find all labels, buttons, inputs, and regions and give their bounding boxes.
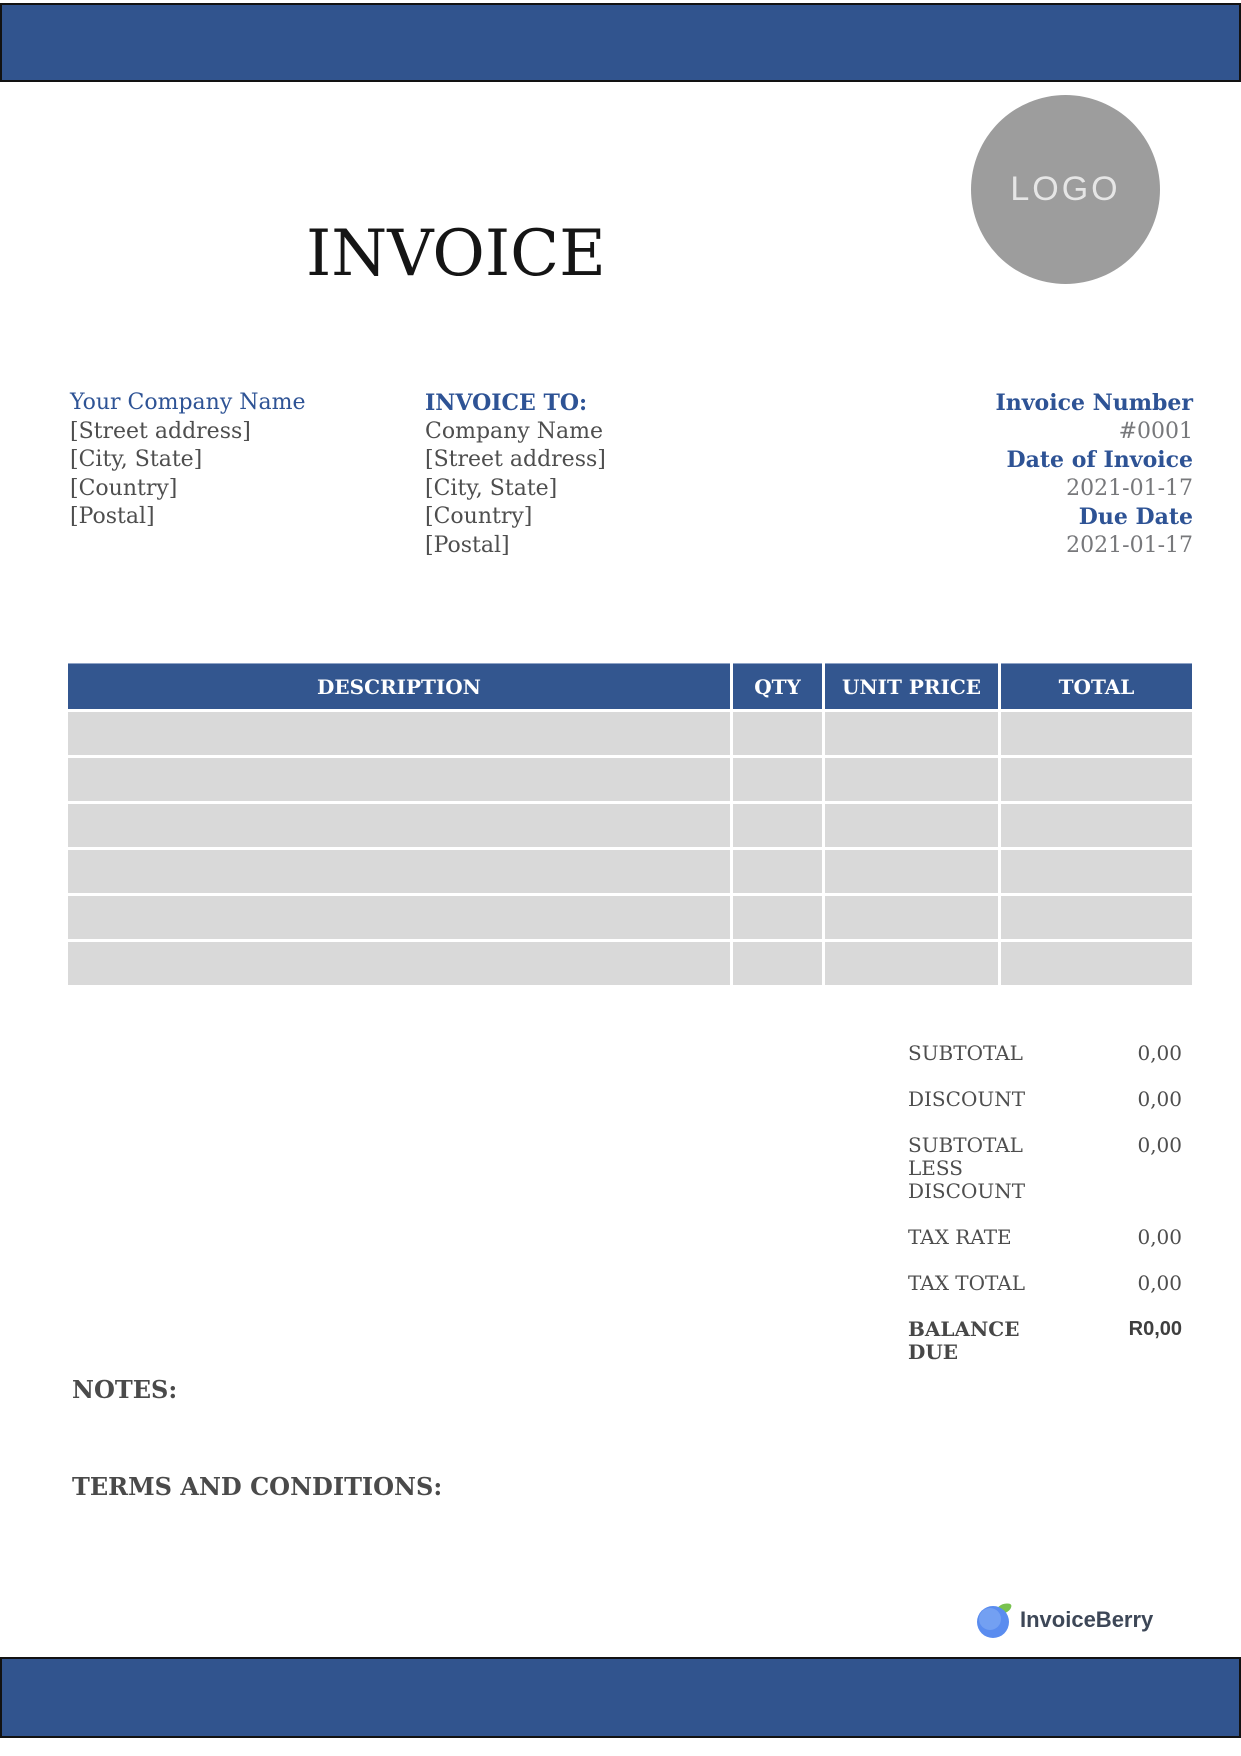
table-cell-r2-c1 (733, 804, 822, 847)
date-of-invoice-label: Date of Invoice (1006, 447, 1193, 473)
discount-label: DISCOUNT (908, 1087, 1026, 1111)
tax-total-value: 0,00 (1137, 1271, 1182, 1295)
page-title: INVOICE (306, 217, 606, 291)
bottom-banner (0, 1657, 1241, 1738)
subtotal-row (908, 1042, 1182, 1065)
table-cell-r0-c2 (825, 712, 998, 755)
discount-value: 0,00 (1137, 1087, 1182, 1111)
table-cell-r4-c1 (733, 896, 822, 939)
subtotal-less-discount-value: 0,00 (1137, 1133, 1182, 1157)
column-header-qty: QTY (733, 663, 822, 709)
date-of-invoice-value: 2021-01-17 (1066, 475, 1193, 501)
invoice-number-label: Invoice Number (995, 390, 1193, 416)
table-cell-r1-c0 (68, 758, 730, 801)
recipient-city-state: [City, State] (425, 475, 558, 501)
subtotal-label: SUBTOTAL (908, 1041, 1023, 1065)
recipient-postal: [Postal] (425, 532, 510, 558)
table-cell-r1-c1 (733, 758, 822, 801)
discount-row (908, 1088, 1182, 1111)
logo-placeholder-label: LOGO (1010, 170, 1121, 208)
sender-block (70, 389, 425, 560)
table-cell-r3-c2 (825, 850, 998, 893)
balance-due-row (908, 1318, 1182, 1364)
tax-rate-label: TAX RATE (908, 1225, 1012, 1249)
invoice-number-value: #0001 (1118, 418, 1193, 444)
table-cell-r4-c3 (1001, 896, 1192, 939)
terms-heading: TERMS AND CONDITIONS: (72, 1472, 443, 1501)
invoice-info-section (70, 389, 1193, 560)
totals-section (908, 1042, 1182, 1364)
table-cell-r3-c0 (68, 850, 730, 893)
table-cell-r2-c3 (1001, 804, 1192, 847)
sender-street: [Street address] (70, 418, 251, 444)
top-banner (0, 3, 1241, 82)
brand-name: InvoiceBerry (1020, 1607, 1154, 1632)
table-cell-r5-c1 (733, 942, 822, 985)
table-cell-r1-c3 (1001, 758, 1192, 801)
invoice-meta-block (995, 389, 1193, 560)
berry-highlight (979, 1608, 1001, 1630)
table-cell-r5-c0 (68, 942, 730, 985)
tax-rate-value: 0,00 (1137, 1225, 1182, 1249)
company-logo-placeholder (971, 95, 1160, 284)
table-cell-r5-c2 (825, 942, 998, 985)
line-items-table (68, 663, 1192, 985)
table-cell-r5-c3 (1001, 942, 1192, 985)
subtotal-less-discount-label: SUBTOTAL LESS DISCOUNT (908, 1133, 1026, 1203)
recipient-company-name: Company Name (425, 418, 603, 444)
table-cell-r2-c0 (68, 804, 730, 847)
invoiceberry-brand (976, 1602, 1153, 1638)
table-cell-r4-c0 (68, 896, 730, 939)
invoiceberry-berry-icon (976, 1602, 1012, 1638)
sender-city-state: [City, State] (70, 447, 203, 472)
table-cell-r3-c3 (1001, 850, 1192, 893)
subtotal-value: 0,00 (1137, 1041, 1182, 1065)
notes-heading: NOTES: (72, 1375, 178, 1404)
tax-total-row (908, 1272, 1182, 1295)
balance-due-label: BALANCE DUE (908, 1317, 1020, 1364)
due-date-value: 2021-01-17 (1066, 532, 1193, 558)
table-cell-r1-c2 (825, 758, 998, 801)
table-cell-r0-c1 (733, 712, 822, 755)
sender-country: [Country] (70, 475, 178, 501)
balance-due-value: R0,00 (1128, 1318, 1182, 1340)
column-header-total: TOTAL (1001, 663, 1192, 709)
column-header-description: DESCRIPTION (68, 663, 730, 709)
sender-postal: [Postal] (70, 504, 155, 529)
tax-total-label: TAX TOTAL (908, 1271, 1025, 1295)
table-cell-r3-c1 (733, 850, 822, 893)
invoice-to-block (425, 389, 995, 560)
due-date-label: Due Date (1078, 504, 1193, 530)
recipient-country: [Country] (425, 504, 533, 529)
table-cell-r0-c3 (1001, 712, 1192, 755)
table-cell-r2-c2 (825, 804, 998, 847)
recipient-street: [Street address] (425, 447, 606, 472)
subtotal-less-discount-row (908, 1134, 1182, 1203)
sender-company-name: Your Company Name (70, 390, 306, 415)
invoice-to-heading: INVOICE TO: (425, 390, 588, 416)
column-header-unit-price: UNIT PRICE (825, 663, 998, 709)
table-cell-r4-c2 (825, 896, 998, 939)
tax-rate-row (908, 1226, 1182, 1249)
table-cell-r0-c0 (68, 712, 730, 755)
